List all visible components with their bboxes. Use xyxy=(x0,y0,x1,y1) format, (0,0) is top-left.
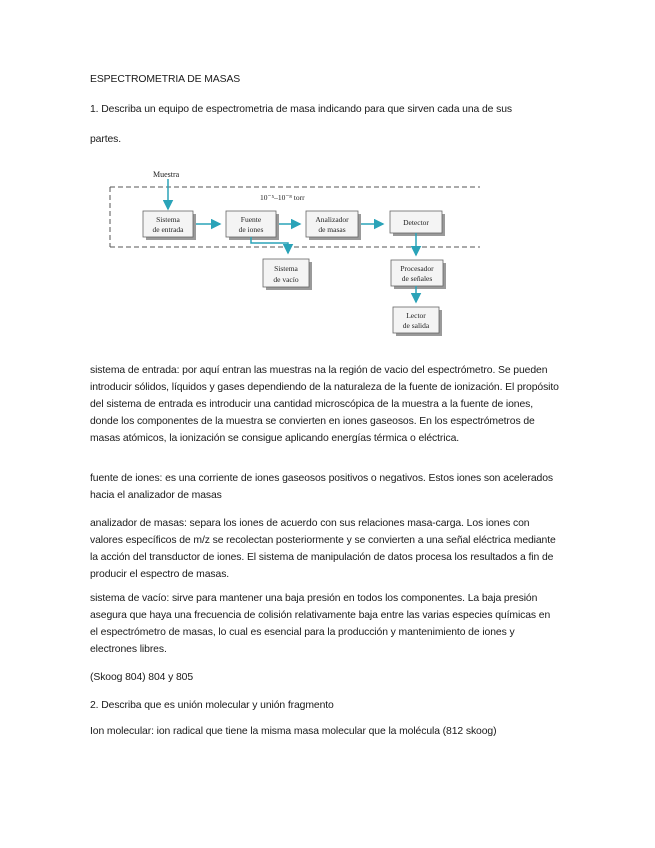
paragraph-molecular-ion: Ion molecular: ion radical que tiene la misma masa molecular que la molécula (812 skoog) xyxy=(90,726,497,737)
box-inlet-system xyxy=(143,211,196,240)
paragraph-ion-source: fuente de iones: es una corriente de iones gaseosos positivos o negativos. Estos iones son acelerados hacia el analizador de masas xyxy=(90,473,553,501)
svg-text:Lector: Lector xyxy=(406,311,426,320)
svg-text:Sistema: Sistema xyxy=(156,215,180,224)
mass-spectrometer-block-diagram xyxy=(100,165,485,337)
paragraph-vacuum-system: sistema de vacío: sirve para mantener una baja presión en todos los componentes. La baja presión asegura que haya una frecuencia de colisión relativamente baja entre las varias especies químicas en el espectrómetro de masas, lo cual es esencial para la producción y mantenimiento de iones y electrones libres. xyxy=(90,593,551,655)
svg-text:de señales: de señales xyxy=(401,274,433,283)
document-title: ESPECTROMETRIA DE MASAS xyxy=(90,74,241,85)
box-readout xyxy=(393,307,442,336)
box-signal-processor xyxy=(391,260,446,289)
svg-text:Detector: Detector xyxy=(403,218,429,227)
box-mass-analyzer xyxy=(306,211,361,240)
svg-text:Sistema: Sistema xyxy=(274,264,298,273)
box-detector xyxy=(390,211,445,236)
svg-text:de iones: de iones xyxy=(238,225,264,234)
svg-text:de salida: de salida xyxy=(402,321,430,330)
svg-text:Fuente: Fuente xyxy=(240,215,262,224)
box-ion-source xyxy=(226,211,279,240)
paragraph-inlet-system: sistema de entrada: por aquí entran las muestras na la región de vacio del espectrómetro. Se pueden introducir sólidos, líquidos y gases dependiendo de la naturaleza de la fuente de ionización. El propósito del sistema de entrada es introducir una cantidad microscópica de la muestra a la fuente de iones, donde los componentes de la muestra se convierten en iones gaseosos. En los espectrómetros de masas atómicos, la ionización se consigue aplicando energías térmica o eléctrica. xyxy=(90,365,559,444)
svg-text:de vacío: de vacío xyxy=(273,275,299,284)
svg-text:Analizador: Analizador xyxy=(315,215,349,224)
paragraph-mass-analyzer: analizador de masas: separa los iones de acuerdo con sus relaciones masa-carga. Los iones con valores específicos de m/z se recolectan posteriormente y se convierten a una señal eléctrica mediante la acción del transductor de iones. El sistema de manipulación de datos procesa los resultados a fin de producir el espectro de masas. xyxy=(90,518,556,580)
question-1-continued: partes. xyxy=(90,134,122,145)
box-vacuum-system xyxy=(263,259,312,290)
question-2: 2. Describa que es unión molecular y unión fragmento xyxy=(90,700,334,711)
svg-text:Procesador: Procesador xyxy=(400,264,434,273)
svg-text:de entrada: de entrada xyxy=(152,225,184,234)
reference-line: (Skoog 804) 804 y 805 xyxy=(90,672,194,683)
sample-label: Muestra xyxy=(153,170,180,179)
svg-text:de masas: de masas xyxy=(318,225,346,234)
pressure-label: 10⁻⁵–10⁻⁸ torr xyxy=(260,193,305,202)
question-1: 1. Describa un equipo de espectrometria de masa indicando para que sirven cada una de sus xyxy=(90,104,513,115)
